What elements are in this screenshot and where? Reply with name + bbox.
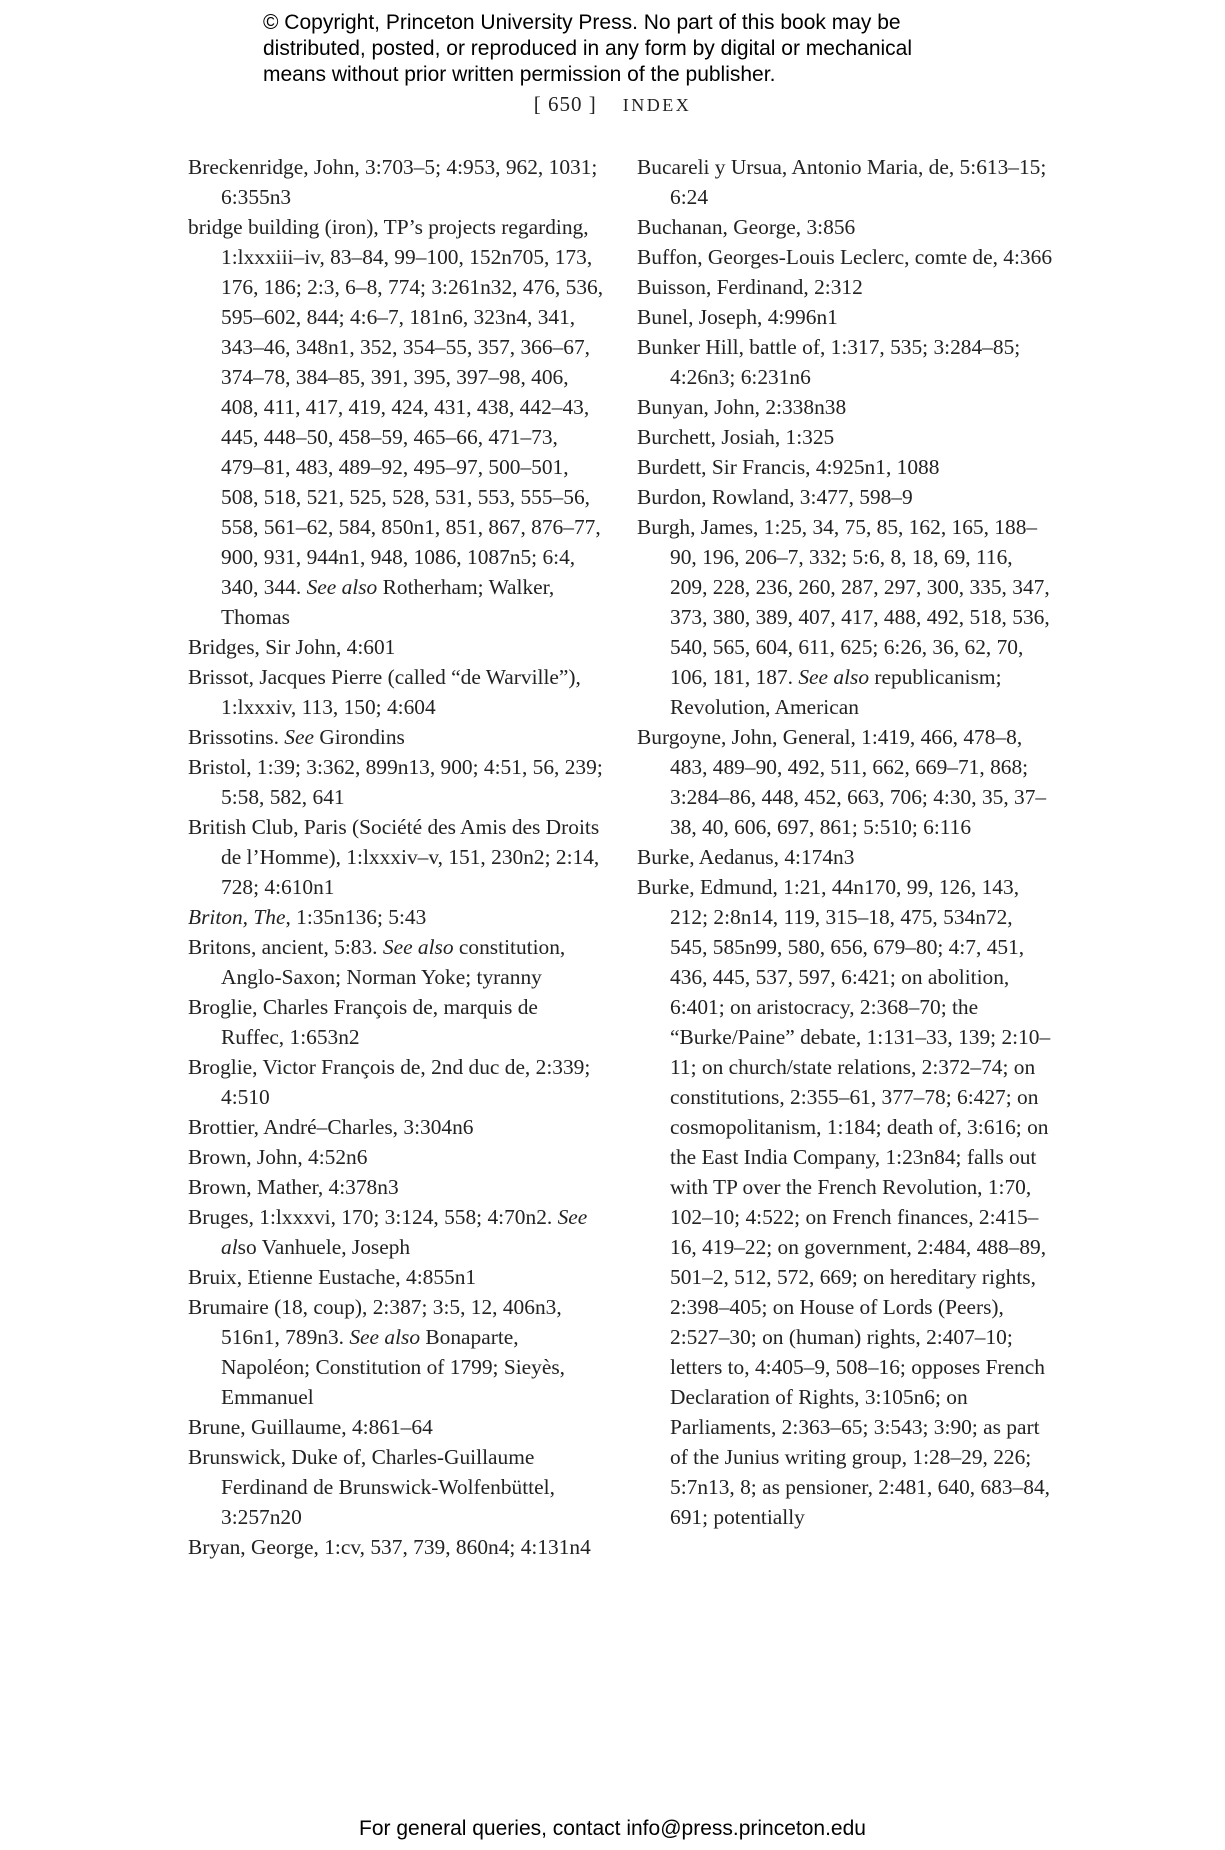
index-column-right bbox=[637, 152, 1055, 1532]
index-entry: Brissot, Jacques Pierre (called “de Warville”), 1:lxxxiv, 113, 150; 4:604 bbox=[188, 665, 581, 719]
index-entry: Bristol, 1:39; 3:362, 899n13, 900; 4:51, 56, 239; 5:58, 582, 641 bbox=[188, 755, 603, 809]
index-entry: Brown, Mather, 4:378n3 bbox=[188, 1175, 399, 1199]
index-entry: Burke, Aedanus, 4:174n3 bbox=[637, 845, 855, 869]
copyright-line: distributed, posted, or reproduced in any form by digital or mechanical bbox=[263, 37, 913, 60]
index-entry: Britons, ancient, 5:83. See also constitution, Anglo-Saxon; Norman Yoke; tyranny bbox=[188, 935, 566, 989]
index-entry: Bruges, 1:lxxxvi, 170; 3:124, 558; 4:70n2. See also Vanhuele, Joseph bbox=[188, 1205, 588, 1259]
index-entry: British Club, Paris (Société des Amis des Droits de l’Homme), 1:lxxxiv–v, 151, 230n2; 2:14, 728; 4:610n1 bbox=[188, 815, 600, 899]
copyright-notice bbox=[263, 10, 1043, 88]
index-entry: Briton, The, 1:35n136; 5:43 bbox=[188, 905, 427, 929]
footer-contact: For general queries, contact info@press.princeton.edu bbox=[359, 1817, 866, 1840]
copyright-line: © Copyright, Princeton University Press. No part of this book may be bbox=[263, 11, 901, 34]
index-entry: Breckenridge, John, 3:703–5; 4:953, 962, 1031; 6:355n3 bbox=[188, 155, 598, 209]
index-entry: Burdett, Sir Francis, 4:925n1, 1088 bbox=[637, 455, 940, 479]
index-entry: Bunyan, John, 2:338n38 bbox=[637, 395, 847, 419]
index-entry: Bunker Hill, battle of, 1:317, 535; 3:284–85; 4:26n3; 6:231n6 bbox=[637, 335, 1021, 389]
index-column-left bbox=[188, 152, 606, 1562]
index-entry: bridge building (iron), TP’s projects regarding, 1:lxxxiii–iv, 83–84, 99–100, 152n705, 173, 176, 186; 2:3, 6–8, 774; 3:261n32, 476, 536, 595–602, 844; 4:6–7, 181n6, 323n4, 341, 343–46, 348n1, 352, 354–55, 357, 366–67, 374–78, 384–85, 391, 395, 397–98, 406, 408, 411, 417, 419, 424, 431, 438, 442–43, 445, 448–50, 458–59, 465–66, 471–73, 479–81, 483, 489–92, 495–97, 500–501, 508, 518, 521, 525, 528, 531, 553, 555–56, 558, 561–62, 584, 850n1, 851, 867, 876–77, 900, 931, 944n1, 948, 1086, 1087n5; 6:4, 340, 344. See also Rotherham; Walker, Thomas bbox=[188, 215, 604, 629]
index-entry: Bryan, George, 1:cv, 537, 739, 860n4; 4:131n4 bbox=[188, 1535, 591, 1559]
index-entry: Burke, Edmund, 1:21, 44n170, 99, 126, 143, 212; 2:8n14, 119, 315–18, 475, 534n72, 545, 585n99, 580, 656, 679–80; 4:7, 451, 436, 445, 537, 597, 6:421; on abolition, 6:401; on aristocracy, 2:368–70; the “Burke/Paine” debate, 1:131–33, 139; 2:10–11; on church/state relations, 2:372–74; on constitutions, 2:355–61, 377–78; 6:427; on cosmopolitanism, 1:184; death of, 3:616; on the East India Company, 1:23n84; falls out with TP over the French Revolution, 1:70, 102–10; 4:522; on French finances, 2:415–16, 419–22; on government, 2:484, 488–89, 501–2, 512, 572, 669; on hereditary rights, 2:398–405; on House of Lords (Peers), 2:527–30; on (human) rights, 2:407–10; letters to, 4:405–9, 508–16; opposes French Declaration of Rights, 3:105n6; on Parliaments, 2:363–65; 3:543; 3:90; as part of the Junius writing group, 1:28–29, 226; 5:7n13, 8; as pensioner, 2:481, 640, 683–84, 691; potentially bbox=[637, 875, 1051, 1529]
index-entry: Brottier, André–Charles, 3:304n6 bbox=[188, 1115, 474, 1139]
running-head bbox=[0, 92, 1225, 117]
index-entry: Brunswick, Duke of, Charles-Guillaume Ferdinand de Brunswick-Wolfenbüttel, 3:257n20 bbox=[188, 1445, 555, 1529]
index-entry: Buisson, Ferdinand, 2:312 bbox=[637, 275, 863, 299]
section-title: INDEX bbox=[622, 95, 692, 115]
index-entry: Buffon, Georges-Louis Leclerc, comte de, 4:366 bbox=[637, 245, 1053, 269]
index-entry: Burdon, Rowland, 3:477, 598–9 bbox=[637, 485, 913, 509]
index-entry: Brune, Guillaume, 4:861–64 bbox=[188, 1415, 433, 1439]
index-entry: Bridges, Sir John, 4:601 bbox=[188, 635, 396, 659]
index-entry: Burchett, Josiah, 1:325 bbox=[637, 425, 835, 449]
index-entry: Broglie, Victor François de, 2nd duc de, 2:339; 4:510 bbox=[188, 1055, 591, 1109]
index-entry: Brown, John, 4:52n6 bbox=[188, 1145, 368, 1169]
index-entry: Brumaire (18, coup), 2:387; 3:5, 12, 406n3, 516n1, 789n3. See also Bonaparte, Napoléon; Constitution of 1799; Sieyès, Emmanuel bbox=[188, 1295, 566, 1409]
index-entry: Burgoyne, John, General, 1:419, 466, 478–8, 483, 489–90, 492, 511, 662, 669–71, 868; 3:284–86, 448, 452, 663, 706; 4:30, 35, 37–38, 40, 606, 697, 861; 5:510; 6:116 bbox=[637, 725, 1047, 839]
index-entry: Bruix, Etienne Eustache, 4:855n1 bbox=[188, 1265, 477, 1289]
copyright-line: means without prior written permission of the publisher. bbox=[263, 63, 776, 86]
index-entry: Bucareli y Ursua, Antonio Maria, de, 5:613–15; 6:24 bbox=[637, 155, 1047, 209]
index-entry: Buchanan, George, 3:856 bbox=[637, 215, 856, 239]
index-entry: Burgh, James, 1:25, 34, 75, 85, 162, 165, 188–90, 196, 206–7, 332; 5:6, 8, 18, 69, 116, 209, 228, 236, 260, 287, 297, 300, 335, 347, 373, 380, 389, 407, 417, 488, 492, 518, 536, 540, 565, 604, 611, 625; 6:26, 36, 62, 70, 106, 181, 187. See also republicanism; Revolution, American bbox=[637, 515, 1050, 719]
index-entry: Broglie, Charles François de, marquis de Ruffec, 1:653n2 bbox=[188, 995, 538, 1049]
index-entry: Bunel, Joseph, 4:996n1 bbox=[637, 305, 838, 329]
index-entry: Brissotins. See Girondins bbox=[188, 725, 405, 749]
page-number: [ 650 ] bbox=[533, 92, 597, 116]
